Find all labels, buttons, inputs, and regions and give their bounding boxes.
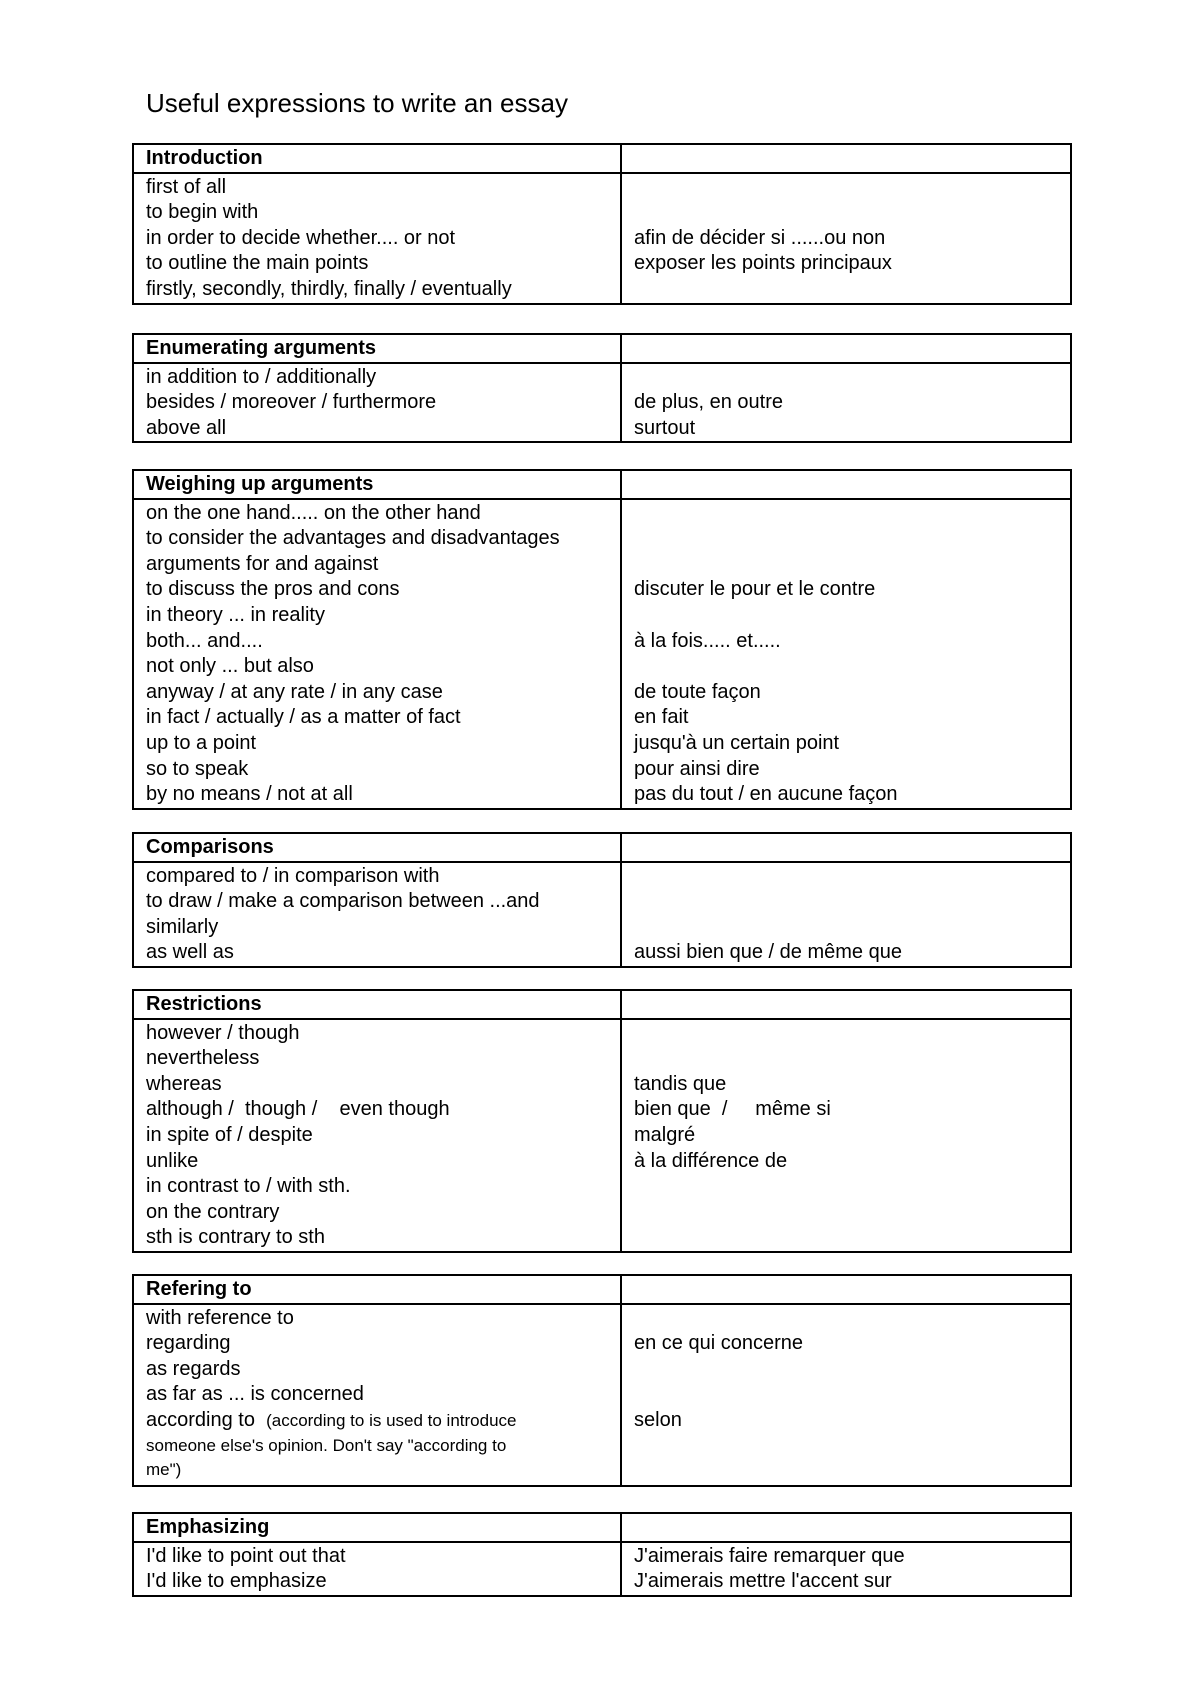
english-expression: on the contrary: [146, 1200, 280, 1223]
english-expression: to draw / make a comparison between ...and: [146, 890, 540, 913]
french-translation: [634, 365, 1060, 391]
section-heading: Weighing up arguments: [133, 470, 621, 499]
english-expression: anyway / at any rate / in any case: [146, 680, 443, 703]
french-translation: [634, 501, 1060, 527]
english-expression: according to: [146, 1408, 267, 1431]
section-heading: Restrictions: [133, 990, 621, 1019]
french-column: [621, 499, 1071, 809]
french-translation: J'aimerais faire remarquer que: [634, 1544, 905, 1567]
french-column: [621, 363, 1071, 443]
english-expression: firstly, secondly, thirdly, finally / eventually: [146, 277, 512, 300]
section-heading-blank: [621, 1513, 1071, 1542]
french-translation: [634, 603, 1060, 629]
english-expression: with reference to: [146, 1306, 294, 1329]
french-translation: en fait: [634, 706, 689, 729]
english-expression: to begin with: [146, 201, 259, 224]
english-expression: nevertheless: [146, 1047, 260, 1070]
french-translation: [634, 277, 1060, 303]
french-translation: [634, 1306, 1060, 1332]
page-title: Useful expressions to write an essay: [146, 88, 568, 118]
section-header: [133, 470, 1071, 499]
section-header: [133, 1275, 1071, 1304]
usage-note: me"): [146, 1459, 182, 1479]
french-translation: [634, 552, 1060, 578]
french-translation: jusqu'à un certain point: [634, 731, 840, 754]
french-translation: à la différence de: [634, 1149, 788, 1172]
english-column: [133, 862, 621, 967]
section-heading-blank: [621, 470, 1071, 499]
french-column: [621, 173, 1071, 304]
english-expression: as regards: [146, 1357, 241, 1380]
english-expression: above all: [146, 416, 227, 439]
french-translation: [634, 1434, 1060, 1460]
french-translation: en ce qui concerne: [634, 1332, 804, 1355]
english-expression: in fact / actually / as a matter of fact: [146, 706, 461, 729]
french-translation: à la fois..... et.....: [634, 629, 781, 652]
usage-note: (according to is used to introduce: [266, 1410, 517, 1430]
english-expression: in addition to / additionally: [146, 365, 377, 388]
english-expression: to consider the advantages and disadvantages: [146, 527, 560, 550]
section-header: [133, 990, 1071, 1019]
french-column: [621, 1019, 1071, 1252]
section-heading: Enumerating arguments: [133, 334, 621, 363]
english-expression: arguments for and against: [146, 552, 379, 575]
french-column: [621, 1304, 1071, 1486]
french-translation: de toute façon: [634, 680, 761, 703]
english-expression: although / though / even though: [146, 1098, 450, 1121]
french-translation: surtout: [634, 416, 696, 439]
section-restrictions: [132, 989, 1072, 1253]
french-translation: [634, 1459, 1060, 1485]
section-body: [133, 363, 1071, 443]
section-emphasizing: [132, 1512, 1072, 1597]
english-expression: whereas: [146, 1072, 222, 1095]
english-column: [133, 363, 621, 443]
section-header: [133, 833, 1071, 862]
section-heading: Emphasizing: [133, 1513, 621, 1542]
english-expression: as far as ... is concerned: [146, 1383, 364, 1406]
french-translation: pour ainsi dire: [634, 757, 760, 780]
english-expression: sth is contrary to sth: [146, 1226, 325, 1249]
english-expression: in spite of / despite: [146, 1123, 313, 1146]
english-column: [133, 1304, 621, 1486]
french-translation: de plus, en outre: [634, 391, 783, 414]
section-heading-blank: [621, 144, 1071, 173]
french-translation: J'aimerais mettre l'accent sur: [634, 1570, 892, 1593]
english-expression: as well as: [146, 941, 234, 964]
english-expression: unlike: [146, 1149, 199, 1172]
french-translation: [634, 526, 1060, 552]
section-body: [133, 1019, 1071, 1252]
section-header: [133, 1513, 1071, 1542]
french-translation: [634, 1357, 1060, 1383]
section-heading: Refering to: [133, 1275, 621, 1304]
french-translation: aussi bien que / de même que: [634, 941, 902, 964]
english-expression: up to a point: [146, 731, 257, 754]
english-expression: in theory ... in reality: [146, 603, 325, 626]
english-expression: by no means / not at all: [146, 783, 353, 806]
french-translation: [634, 889, 1060, 915]
french-translation: selon: [634, 1408, 682, 1431]
french-translation: [634, 864, 1060, 890]
section-body: [133, 1304, 1071, 1486]
section-enumerating-arguments: [132, 333, 1072, 443]
french-translation: [634, 654, 1060, 680]
section-heading: Introduction: [133, 144, 621, 173]
section-heading-blank: [621, 990, 1071, 1019]
english-expression: however / though: [146, 1021, 300, 1044]
section-header: [133, 144, 1071, 173]
english-expression: compared to / in comparison with: [146, 864, 440, 887]
section-body: [133, 173, 1071, 304]
french-column: [621, 862, 1071, 967]
french-translation: exposer les points principaux: [634, 252, 892, 275]
english-column: [133, 173, 621, 304]
french-translation: [634, 200, 1060, 226]
section-weighing-up-arguments: [132, 469, 1072, 810]
french-translation: [634, 915, 1060, 941]
french-translation: [634, 1200, 1060, 1226]
english-expression: to discuss the pros and cons: [146, 578, 400, 601]
english-expression: so to speak: [146, 757, 249, 780]
french-column: [621, 1542, 1071, 1596]
section-header: [133, 334, 1071, 363]
section-body: [133, 1542, 1071, 1596]
english-expression: in order to decide whether.... or not: [146, 226, 456, 249]
english-expression: first of all: [146, 175, 227, 198]
section-heading-blank: [621, 1275, 1071, 1304]
section-heading-blank: [621, 833, 1071, 862]
section-comparisons: [132, 832, 1072, 968]
english-expression: in contrast to / with sth.: [146, 1175, 351, 1198]
french-translation: [634, 175, 1060, 201]
section-heading: Comparisons: [133, 833, 621, 862]
english-expression: on the one hand..... on the other hand: [146, 501, 481, 524]
section-heading-blank: [621, 334, 1071, 363]
section-refering-to: [132, 1274, 1072, 1487]
english-column: [133, 1019, 621, 1252]
english-column: [133, 1542, 621, 1596]
section-introduction: [132, 143, 1072, 305]
english-expression: regarding: [146, 1332, 231, 1355]
section-body: [133, 499, 1071, 809]
english-expression: to outline the main points: [146, 252, 369, 275]
usage-note: someone else's opinion. Don't say "according to: [146, 1435, 507, 1455]
french-translation: malgré: [634, 1123, 696, 1146]
french-translation: bien que / même si: [634, 1098, 831, 1121]
section-body: [133, 862, 1071, 967]
french-translation: [634, 1225, 1060, 1251]
english-expression: both... and....: [146, 629, 263, 652]
english-column: [133, 499, 621, 809]
french-translation: afin de décider si ......ou non: [634, 226, 886, 249]
french-translation: tandis que: [634, 1072, 727, 1095]
english-expression: I'd like to emphasize: [146, 1570, 327, 1593]
french-translation: [634, 1174, 1060, 1200]
french-translation: [634, 1021, 1060, 1047]
french-translation: pas du tout / en aucune façon: [634, 783, 898, 806]
french-translation: discuter le pour et le contre: [634, 578, 876, 601]
english-expression: I'd like to point out that: [146, 1544, 346, 1567]
english-expression-with-note: [146, 1408, 610, 1434]
english-expression: similarly: [146, 915, 219, 938]
english-expression: not only ... but also: [146, 655, 314, 678]
french-translation: [634, 1382, 1060, 1408]
english-expression: besides / moreover / furthermore: [146, 391, 437, 414]
french-translation: [634, 1046, 1060, 1072]
